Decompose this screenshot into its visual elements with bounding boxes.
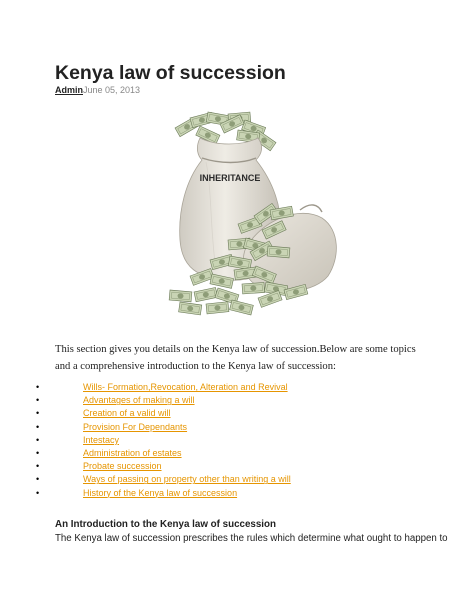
topic-link[interactable]: Ways of passing on property other than writing a will — [83, 474, 291, 485]
topic-link[interactable]: Intestacy — [83, 434, 120, 445]
bullet: • — [36, 461, 40, 472]
author-link[interactable]: Admin — [55, 85, 83, 95]
post-date: June 05, 2013 — [83, 85, 141, 95]
bullet: • — [36, 487, 40, 498]
bullet: • — [36, 382, 40, 392]
topic-link[interactable]: Probate succession — [83, 461, 162, 472]
bullet: • — [36, 395, 40, 406]
topic-link[interactable]: Provision For Dependants — [83, 421, 188, 432]
bullet: • — [36, 474, 40, 485]
bullet: • — [36, 408, 40, 419]
byline — [55, 84, 140, 96]
section-text: The Kenya law of succession prescribes the rules which determine what ought to happen to — [55, 533, 448, 544]
topic-link[interactable]: Wills- Formation,Revocation, Alteration and Revival — [83, 382, 288, 392]
inheritance-money-bag-image — [150, 100, 350, 325]
page-title: Kenya law of succession — [55, 62, 286, 84]
topic-link[interactable]: History of the Kenya law of succession — [83, 487, 238, 498]
bag-label: INHERITANCE — [199, 173, 261, 183]
section-heading: An Introduction to the Kenya law of succession — [55, 519, 276, 530]
bullet: • — [36, 421, 40, 432]
topic-link[interactable]: Advantages of making a will — [83, 395, 195, 406]
topic-link[interactable]: Administration of estates — [83, 447, 182, 458]
bullet: • — [36, 447, 40, 458]
topic-link[interactable]: Creation of a valid will — [83, 408, 171, 419]
intro-paragraph: This section gives you details on the Kenya law of succession.Below are some topics and a comprehensive introduction to the Kenya law of succession: — [55, 344, 416, 372]
bullet: • — [36, 434, 40, 445]
